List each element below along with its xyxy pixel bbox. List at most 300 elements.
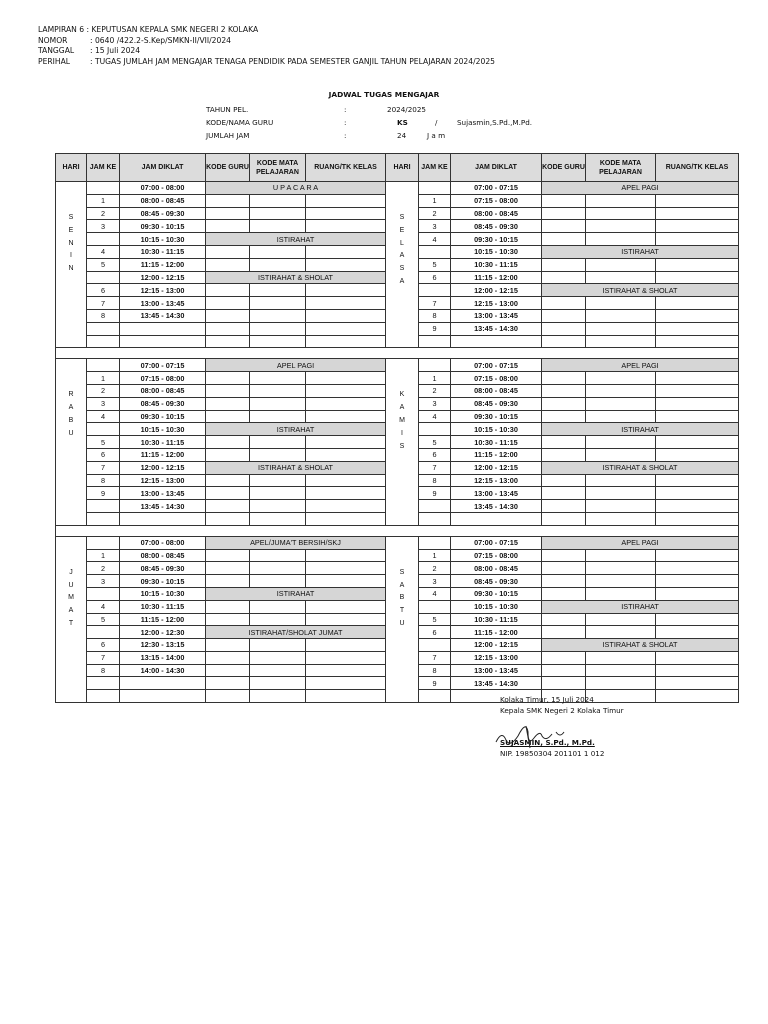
ruang-kelas [306,600,386,613]
ruang-kelas [306,613,386,626]
column-header-9: KODE GURU [542,154,586,182]
kode-mapel [586,549,656,562]
kode-mapel [250,309,306,322]
jam-diklat: 13:45 - 14:30 [451,500,542,513]
jam-diklat: 09:30 - 10:15 [120,410,206,423]
kode-mapel [250,487,306,500]
kode-guru [206,384,250,397]
kode-mapel [586,397,656,410]
kode-mapel [250,500,306,513]
jam-ke [419,284,451,297]
kode-mapel [250,474,306,487]
ruang-kelas [306,677,386,690]
ruang-kelas [306,474,386,487]
kode-mapel [586,410,656,423]
kode-guru [542,436,586,449]
ruang-kelas [656,487,739,500]
ruang-kelas [306,639,386,652]
kode-mapel [586,562,656,575]
jam-ke: 6 [419,271,451,284]
break-label: ISTIRAHAT [206,423,386,436]
ruang-kelas [306,410,386,423]
block-gap [56,348,739,359]
jam-ke: 2 [87,207,120,220]
kode-mapel [250,372,306,385]
day-letter: A [399,277,405,285]
schedule-table [55,153,739,703]
kode-guru [206,639,250,652]
column-header-1: JAM KE [87,154,120,182]
jam-ke: 7 [419,651,451,664]
day-letter: N [68,265,74,273]
kode-guru [206,549,250,562]
jam-ke: 1 [419,549,451,562]
kode-mapel [250,639,306,652]
ruang-kelas [656,613,739,626]
jam-ke: 5 [87,258,120,271]
jam-ke: 3 [87,397,120,410]
kode-mapel [250,220,306,233]
table-row [56,359,739,372]
kode-mapel [586,587,656,600]
jam-diklat: 09:30 - 10:15 [451,587,542,600]
kode-mapel [586,220,656,233]
column-header-10: KODE MATA PELAJARAN [586,154,656,182]
column-header-5: RUANG/TK KELAS [306,154,386,182]
jam-ke [87,587,120,600]
jam-ke: 7 [87,651,120,664]
ruang-kelas [656,587,739,600]
day-letter: M [68,594,74,602]
jam-ke: 4 [419,410,451,423]
kode-mapel [586,677,656,690]
jam-diklat: 14:00 - 14:30 [120,664,206,677]
jam-diklat: 10:15 - 10:30 [120,233,206,246]
ruang-kelas [656,194,739,207]
signature-position: Kepala SMK Negeri 2 Kolaka Timur [500,706,624,715]
column-header-6: HARI [386,154,419,182]
jam-ke: 6 [87,448,120,461]
jam-ke: 1 [419,372,451,385]
kode-guru [542,562,586,575]
kode-guru [206,220,250,233]
column-header-3: KODE GURU [206,154,250,182]
kode-mapel [250,384,306,397]
jam-diklat: 13:00 - 13:45 [451,664,542,677]
jam-ke: 8 [87,474,120,487]
kode-guru [206,194,250,207]
break-label: ISTIRAHAT & SHOLAT [542,639,739,652]
header-row [56,154,739,182]
jam-ke: 5 [87,613,120,626]
day-letter: S [399,568,405,576]
ruang-kelas [656,322,739,335]
kode-mapel [250,194,306,207]
jam-diklat [120,690,206,703]
jam-ke: 4 [419,233,451,246]
kode-mapel [586,297,656,310]
ruang-kelas [656,664,739,677]
ruang-kelas [306,397,386,410]
ruang-kelas [656,474,739,487]
ruang-kelas [656,562,739,575]
ruang-kelas [656,207,739,220]
day-letter: E [68,226,74,234]
kode-mapel [250,297,306,310]
column-header-11: RUANG/TK KELAS [656,154,739,182]
jam-ke: 2 [419,384,451,397]
ruang-kelas [306,297,386,310]
jam-ke [419,536,451,549]
day-letter: T [68,619,74,627]
ruang-kelas [306,258,386,271]
jam-diklat [120,335,206,348]
break-label: U P A C A R A [206,182,386,195]
signature-nip: NIP. 19850304 201101 1 012 [500,749,605,758]
jam-diklat [451,335,542,348]
jam-ke [419,423,451,436]
ruang-kelas [656,677,739,690]
jam-ke [419,359,451,372]
day-letter: I [70,252,72,260]
kode-guru [206,258,250,271]
jam-ke: 3 [419,397,451,410]
ruang-kelas [656,410,739,423]
kode-guru [206,575,250,588]
kode-mapel [250,436,306,449]
jam-diklat: 10:30 - 11:15 [120,436,206,449]
kode-mapel [586,500,656,513]
kode-guru [542,613,586,626]
slash: / [435,117,438,127]
jam-ke [87,322,120,335]
gap-cell [56,525,739,536]
ruang-kelas [656,271,739,284]
ruang-kelas [656,549,739,562]
kode-guru [542,651,586,664]
break-label: ISTIRAHAT/SHOLAT JUMAT [206,626,386,639]
day-letter: A [399,252,405,260]
break-label: ISTIRAHAT [206,587,386,600]
ruang-kelas [306,245,386,258]
kode-guru [542,233,586,246]
block-gap [56,525,739,536]
jam-diklat: 08:45 - 09:30 [451,220,542,233]
jam-ke: 4 [87,410,120,423]
kode-guru [206,335,250,348]
kode-mapel [586,664,656,677]
jam-ke [87,335,120,348]
ruang-kelas [656,384,739,397]
jam-diklat: 13:45 - 14:30 [451,677,542,690]
jam-diklat: 07:15 - 08:00 [451,194,542,207]
lampiran-line: LAMPIRAN 6 : KEPUTUSAN KEPALA SMK NEGERI 2 KOLAKA [38,25,259,34]
ruang-kelas [656,436,739,449]
jam-diklat: 09:30 - 10:15 [120,575,206,588]
day-letter: I [401,429,403,437]
ruang-kelas [306,690,386,703]
jam-diklat: 08:45 - 09:30 [120,562,206,575]
ruang-kelas [656,690,739,703]
kode-guru [542,487,586,500]
jam-ke: 2 [419,207,451,220]
day-letter: U [399,619,405,627]
jam-diklat: 07:15 - 08:00 [451,372,542,385]
jam-diklat: 09:30 - 10:15 [451,233,542,246]
kode-mapel [250,575,306,588]
jam-diklat: 13:15 - 14:00 [120,651,206,664]
page-title: JADWAL TUGAS MENGAJAR [328,90,440,99]
nomor-label: NOMOR [38,35,68,45]
ruang-kelas [306,549,386,562]
kode-guru [542,549,586,562]
jam-diklat: 12:15 - 13:00 [120,474,206,487]
jam-ke: 8 [419,474,451,487]
kode-guru [542,397,586,410]
jam-diklat [120,677,206,690]
jam-ke: 4 [419,587,451,600]
kode-mapel [250,284,306,297]
day-left [56,182,87,348]
kode-guru [542,587,586,600]
kode-guru [542,474,586,487]
jam-diklat [451,512,542,525]
kode-mapel [586,436,656,449]
day-left [56,359,87,525]
kode-guru [206,562,250,575]
break-label: ISTIRAHAT [542,423,739,436]
kode-mapel [586,271,656,284]
kode-mapel [250,207,306,220]
kode-guru [542,500,586,513]
day-letter: S [399,265,405,273]
kode-guru [542,271,586,284]
jam-ke: 4 [87,600,120,613]
colon-1: : [344,105,347,114]
jam-diklat: 12:15 - 13:00 [451,297,542,310]
jam-diklat: 11:15 - 12:00 [120,448,206,461]
kode-guru [206,448,250,461]
kode-mapel [250,245,306,258]
day-letter: S [399,214,405,221]
jam-diklat: 07:00 - 07:15 [451,182,542,195]
column-header-7: JAM KE [419,154,451,182]
ruang-kelas [306,487,386,500]
jam-diklat: 12:00 - 12:15 [120,271,206,284]
jam-diklat: 11:15 - 12:00 [451,448,542,461]
ruang-kelas [656,335,739,348]
break-label: ISTIRAHAT & SHOLAT [542,284,739,297]
kode-mapel [586,372,656,385]
ruang-kelas [306,284,386,297]
jam-diklat: 12:30 - 13:15 [120,639,206,652]
day-letter: B [399,594,405,602]
kode-guru [542,220,586,233]
jam-ke [87,677,120,690]
kode-label: KODE/NAMA GURU [206,117,274,127]
day-letter: A [68,404,74,412]
ruang-kelas [306,372,386,385]
kode-guru [206,297,250,310]
day-letter: B [68,416,74,424]
jam-diklat: 10:30 - 11:15 [120,245,206,258]
jam-ke [87,233,120,246]
jam-ke [87,271,120,284]
kode-guru [206,677,250,690]
ruang-kelas [306,562,386,575]
kode-guru [206,474,250,487]
jumlah-unit: J a m [427,130,446,140]
jam-diklat: 08:45 - 09:30 [120,207,206,220]
kode-guru [206,322,250,335]
ruang-kelas [306,384,386,397]
jam-diklat: 08:00 - 08:45 [451,562,542,575]
ruang-kelas [306,322,386,335]
jam-ke: 9 [419,322,451,335]
day-letter: K [399,391,405,399]
jumlah-value: 24 [397,130,407,140]
jam-diklat: 08:00 - 08:45 [120,384,206,397]
kode-guru [542,677,586,690]
jam-diklat: 09:30 - 10:15 [120,220,206,233]
kode-guru [206,690,250,703]
jam-diklat: 13:45 - 14:30 [120,309,206,322]
kode-mapel [250,335,306,348]
kode-mapel [586,384,656,397]
kode-mapel [586,309,656,322]
ruang-kelas [656,309,739,322]
jam-ke: 7 [87,461,120,474]
day-letter: U [68,429,74,437]
kode-guru [542,322,586,335]
day-letter: A [68,607,74,615]
nomor-value: : 0640 /422.2-S.Kep/SMKN-II/VII/2024 [90,35,232,45]
jam-ke [419,182,451,195]
ruang-kelas [306,500,386,513]
jam-ke [87,423,120,436]
jam-ke [87,512,120,525]
jam-ke: 8 [87,309,120,322]
perihal-value: : TUGAS JUMLAH JAM MENGAJAR TENAGA PENDIDIK PADA SEMESTER GANJIL TAHUN PELAJARAN 2024/2025 [90,56,495,66]
colon-3: : [344,130,347,140]
jam-diklat: 10:30 - 11:15 [120,600,206,613]
ruang-kelas [306,335,386,348]
day-left [56,536,87,702]
jam-ke: 6 [419,626,451,639]
jam-diklat: 09:30 - 10:15 [451,410,542,423]
day-letter: N [68,239,74,247]
day-letter: U [68,581,74,589]
jam-diklat: 07:00 - 07:15 [451,536,542,549]
jam-ke [419,639,451,652]
kode-guru [542,626,586,639]
jam-ke: 9 [419,487,451,500]
day-letter: M [399,416,405,424]
break-label: ISTIRAHAT & SHOLAT [542,461,739,474]
ruang-kelas [306,309,386,322]
jam-diklat: 07:00 - 07:15 [120,359,206,372]
jam-diklat: 12:00 - 12:30 [120,626,206,639]
column-header-2: JAM DIKLAT [120,154,206,182]
day-right [386,182,419,348]
kode-guru [206,512,250,525]
ruang-kelas [656,220,739,233]
jam-diklat: 10:15 - 10:30 [120,423,206,436]
kode-guru [206,309,250,322]
day-letter: E [399,226,405,234]
jam-diklat: 11:15 - 12:00 [120,613,206,626]
kode-guru [206,600,250,613]
jam-diklat: 07:00 - 07:15 [451,359,542,372]
jam-ke [419,512,451,525]
break-label: APEL PAGI [542,536,739,549]
kode-guru [542,372,586,385]
jam-ke: 7 [419,461,451,474]
kode-guru [542,207,586,220]
kode-mapel [250,448,306,461]
day-letter: A [399,404,405,412]
jam-ke [419,245,451,258]
kode-mapel [250,690,306,703]
jam-ke: 6 [87,639,120,652]
ruang-kelas [656,233,739,246]
jam-diklat: 13:00 - 13:45 [120,297,206,310]
kode-mapel [586,258,656,271]
kode-guru [206,397,250,410]
ruang-kelas [306,512,386,525]
jam-diklat: 08:00 - 08:45 [120,194,206,207]
kode-guru [542,575,586,588]
jam-ke: 2 [419,562,451,575]
kode-guru [206,207,250,220]
kode-mapel [586,487,656,500]
jam-ke: 7 [87,297,120,310]
ruang-kelas [656,575,739,588]
kode-mapel [250,322,306,335]
jam-ke: 6 [87,284,120,297]
jam-ke [87,690,120,703]
kode-guru [542,335,586,348]
kode-guru [542,512,586,525]
jam-ke: 6 [419,448,451,461]
jam-diklat: 11:15 - 12:00 [120,258,206,271]
jam-diklat: 07:00 - 08:00 [120,182,206,195]
jam-ke: 2 [87,562,120,575]
colon-2: : [344,117,347,127]
break-label: APEL PAGI [542,359,739,372]
day-right [386,536,419,702]
jam-ke [87,359,120,372]
day-letter: A [399,581,405,589]
jam-diklat: 10:30 - 11:15 [451,613,542,626]
jam-diklat: 13:45 - 14:30 [451,322,542,335]
jam-ke: 3 [87,220,120,233]
kode-mapel [586,626,656,639]
kode-guru [206,284,250,297]
kode-mapel [250,562,306,575]
perihal-label: PERIHAL [38,56,71,66]
ruang-kelas [656,651,739,664]
day-right [386,359,419,525]
ruang-kelas [306,436,386,449]
jam-diklat: 12:15 - 13:00 [451,474,542,487]
jam-ke: 7 [419,297,451,310]
break-label: APEL PAGI [542,182,739,195]
kode-mapel [586,613,656,626]
day-letter: S [399,442,405,450]
table-row [56,182,739,195]
kode-mapel [250,512,306,525]
